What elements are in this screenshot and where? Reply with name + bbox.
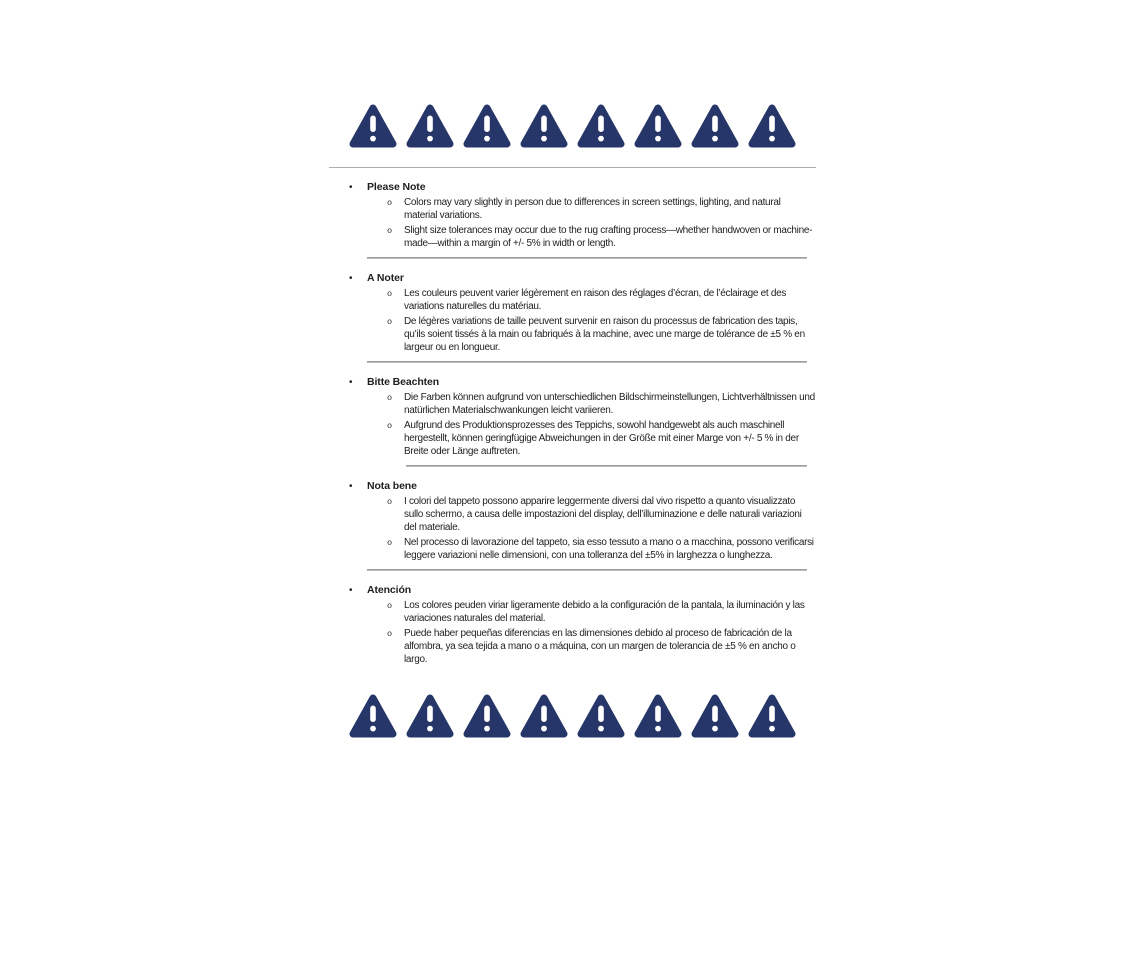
notice-section-bitte-beachten xyxy=(329,376,816,467)
notice-section-atencion xyxy=(329,584,816,666)
sub-bullet-marker: o xyxy=(387,601,393,611)
bullet-marker: • xyxy=(349,481,353,492)
sub-bullet-marker: o xyxy=(387,226,393,236)
notice-text: Aufgrund des Produktionsprozesses des Teppichs, sowohl handgewebt als auch maschinell hergestellt, können geringfügige Abweichungen in der Größe mit einer Marge von +/- 5 % in der Breite oder Länge auftreten. xyxy=(404,420,799,457)
notice-text: Nel processo di lavorazione del tappeto, sia esso tessuto a mano o a macchina, possono verificarsi leggere variazioni nelle dimensioni, con una tolleranza del ±5% in larghezza o lunghezza. xyxy=(404,537,814,561)
sub-bullet-marker: o xyxy=(387,289,393,299)
notice-section-please-note xyxy=(329,181,816,259)
warning-triangle-icon xyxy=(577,693,625,739)
notice-text: Die Farben können aufgrund von unterschiedlichen Bildschirmeinstellungen, Lichtverhältnissen und natürlichen Materialschwankungen leicht variieren. xyxy=(404,392,815,416)
sub-bullet-marker: o xyxy=(387,393,393,403)
page-divider xyxy=(329,167,816,168)
notice-section-a-noter xyxy=(329,272,816,363)
notice-item xyxy=(329,419,816,458)
section-title: A Noter xyxy=(367,272,404,284)
section-divider xyxy=(406,465,807,467)
sub-bullet-marker: o xyxy=(387,497,393,507)
section-heading-row xyxy=(329,272,816,285)
warning-triangle-icon xyxy=(691,693,739,739)
sub-bullet-marker: o xyxy=(387,317,393,327)
section-title: Nota bene xyxy=(367,480,417,492)
notice-text: Puede haber pequeñas diferencias en las dimensiones debido al proceso de fabricación de la alfombra, ya sea tejida a mano o a máquina, con un margen de tolerancia de ±5 % en ancho o largo. xyxy=(404,628,796,665)
warning-triangle-icon xyxy=(520,103,568,149)
notice-item xyxy=(329,315,816,354)
warning-triangle-icon xyxy=(463,693,511,739)
sub-bullet-marker: o xyxy=(387,421,393,431)
content-column xyxy=(329,101,816,740)
section-divider xyxy=(367,257,807,259)
warning-triangle-icon xyxy=(406,693,454,739)
warning-triangle-icon xyxy=(349,693,397,739)
warning-triangle-icon xyxy=(634,103,682,149)
warning-row-top xyxy=(329,101,816,150)
warning-triangle-icon xyxy=(748,103,796,149)
warning-row-bottom xyxy=(329,691,816,740)
section-heading-row xyxy=(329,181,816,194)
notice-text: De légères variations de taille peuvent survenir en raison du processus de fabrication des tapis, qu’ils soient tissés à la main ou fabriqués à la machine, avec une marge de tolérance de ±5 % en largeur ou en longueur. xyxy=(404,316,805,353)
bullet-marker: • xyxy=(349,273,353,284)
section-heading-row xyxy=(329,584,816,597)
warning-triangle-icon xyxy=(349,103,397,149)
warning-triangle-icon xyxy=(577,103,625,149)
bullet-marker: • xyxy=(349,585,353,596)
notice-section-nota-bene xyxy=(329,480,816,571)
notice-item xyxy=(329,391,816,417)
section-divider xyxy=(367,361,807,363)
section-title: Atención xyxy=(367,584,412,596)
sub-bullet-marker: o xyxy=(387,538,393,548)
sub-bullet-marker: o xyxy=(387,629,393,639)
notice-item xyxy=(329,224,816,250)
section-heading-row xyxy=(329,376,816,389)
notice-text: Los colores peuden viriar ligeramente debido a la configuración de la pantala, la iluminación y las variaciones naturales del material. xyxy=(404,600,805,624)
notice-text: Colors may vary slightly in person due to differences in screen settings, lighting, and natural material variations. xyxy=(404,197,781,221)
notice-item xyxy=(329,627,816,666)
notice-item xyxy=(329,495,816,534)
section-title: Bitte Beachten xyxy=(367,376,440,388)
warning-triangle-icon xyxy=(634,693,682,739)
notice-text: Slight size tolerances may occur due to the rug crafting process—whether handwoven or machine-made—within a margin of +/- 5% in width or length. xyxy=(404,225,813,249)
notice-item xyxy=(329,599,816,625)
notice-text: I colori del tappeto possono apparire leggermente diversi dal vivo rispetto a quanto visualizzato sullo schermo, a causa delle impostazioni del display, dell’illuminazione e delle naturali variazioni del materiale. xyxy=(404,496,802,533)
notice-item xyxy=(329,536,816,562)
notice-item xyxy=(329,287,816,313)
warning-triangle-icon xyxy=(463,103,511,149)
warning-triangle-icon xyxy=(748,693,796,739)
warning-triangle-icon xyxy=(406,103,454,149)
section-divider xyxy=(367,569,807,571)
bullet-marker: • xyxy=(349,182,353,193)
notice-text: Les couleurs peuvent varier légèrement en raison des réglages d’écran, de l’éclairage et des variations naturelles du matériau. xyxy=(404,288,787,312)
sub-bullet-marker: o xyxy=(387,198,393,208)
document-page xyxy=(0,101,1145,959)
warning-triangle-icon xyxy=(691,103,739,149)
bullet-marker: • xyxy=(349,377,353,388)
warning-triangle-icon xyxy=(520,693,568,739)
notice-item xyxy=(329,196,816,222)
section-heading-row xyxy=(329,480,816,493)
section-title: Please Note xyxy=(367,181,426,193)
